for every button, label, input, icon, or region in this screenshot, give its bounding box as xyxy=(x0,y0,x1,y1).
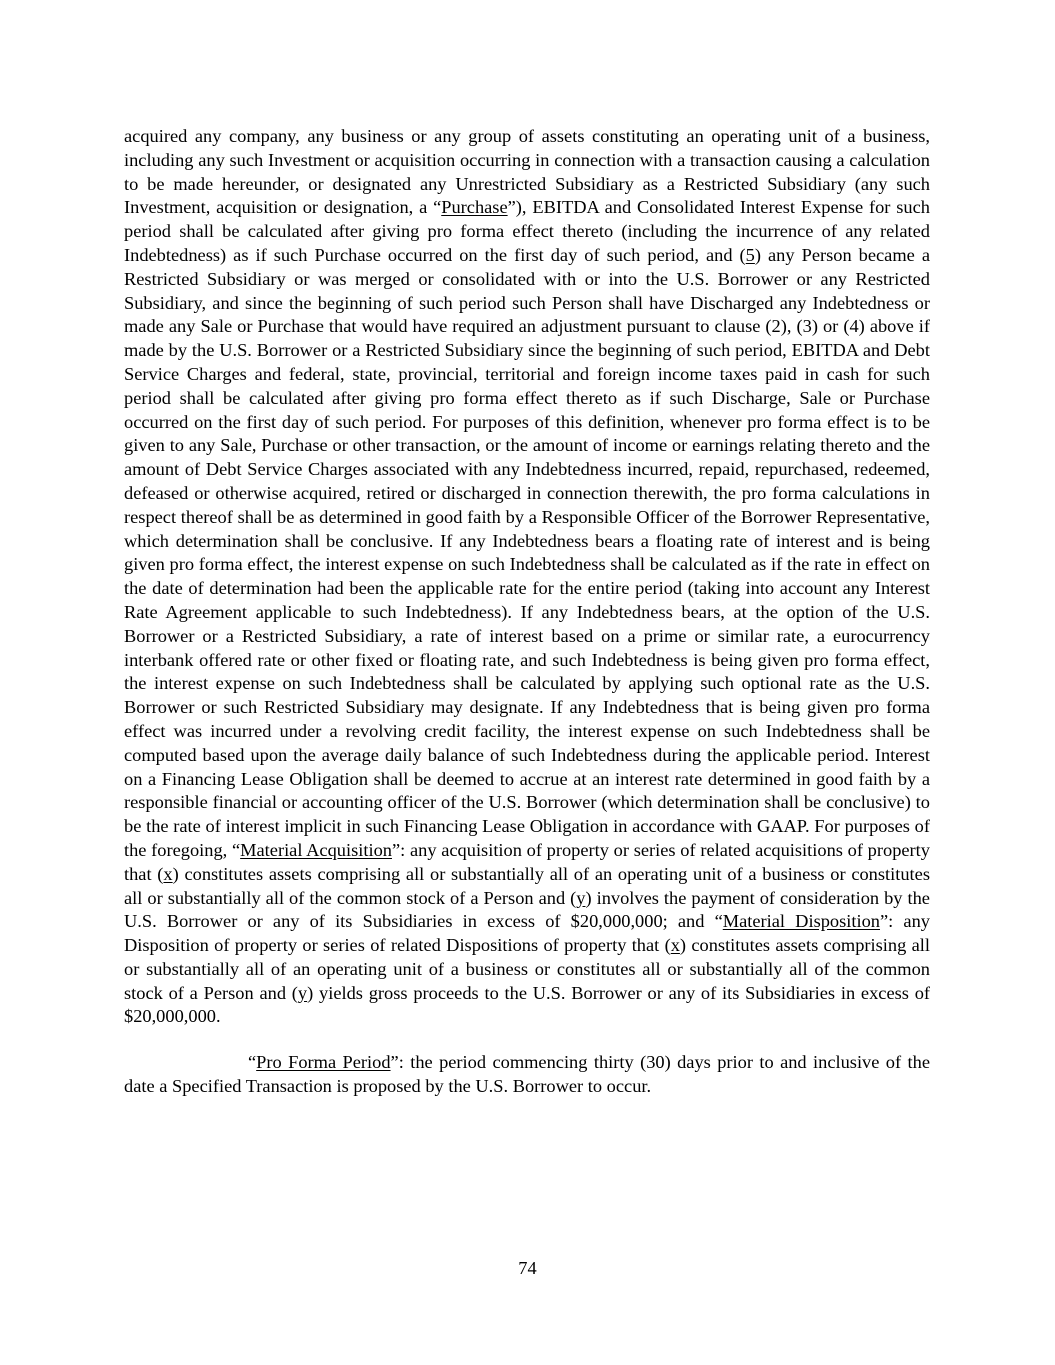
text-run: ) any Person became a Restricted Subsidiary or was merged or consolidated with or into the U.S. Borrower or any Restricted Subsidiary, and since the beginning of such period such Person shall have Discharged any Indebtedness or made any Sale or Purchase that would have required an adjustment pursuant to clause (2), (3) or (4) above if made by the U.S. Borrower or a Restricted Subsidiary since the beginning of such period, EBITDA and Debt Service Charges and federal, state, provincial, territorial and foreign income taxes paid in cash for such period shall be calculated after giving pro forma effect thereto as if such Discharge, Sale or Purchase occurred on the first day of such period. For purposes of this definition, whenever pro forma effect is to be given to any Sale, Purchase or other transaction, or the amount of income or earnings relating thereto and the amount of Debt Service Charges associated with any Indebtedness incurred, repaid, repurchased, redeemed, defeased or otherwise acquired, retired or discharged in connection therewith, the pro forma calculations in respect thereof shall be as determined in good faith by a Responsible Officer of the Borrower Representative, which determination shall be conclusive. If any Indebtedness bears a floating rate of interest and is being given pro forma effect, the interest expense on such Indebtedness shall be calculated as if the rate in effect on the date of determination had been the applicable rate for the entire period (taking into account any Interest Rate Agreement applicable to such Indebtedness). If any Indebtedness bears, at the option of the U.S. Borrower or a Restricted Subsidiary, a rate of interest based on a prime or similar rate, a eurocurrency interbank offered rate or other fixed or floating rate, and such Indebtedness is being given pro forma effect, the interest expense on such Indebtedness shall be calculated by applying such optional rate as the U.S. Borrower or such Restricted Subsidiary may designate. If any Indebtedness that is being given pro forma effect was incurred under a revolving credit facility, the interest expense on such Indebtedness shall be computed based upon the average daily balance of such Indebtedness during the applicable period. Interest on a Financing Lease Obligation shall be deemed to accrue at an interest rate determined in good faith by a responsible financial or accounting officer of the U.S. Borrower (which determination shall be conclusive) to be the rate of interest implicit in such Financing Lease Obligation in accordance with GAAP. For purposes of the foregoing, “ xyxy=(124,244,930,860)
text-run: “ xyxy=(248,1052,257,1073)
definition-continuation-paragraph xyxy=(124,125,930,1029)
clause-marker-y: y xyxy=(576,887,586,908)
text-run: ”: any acquisition of property or series of related acquisitions of property that ( xyxy=(124,839,930,884)
pro-forma-period-definition xyxy=(124,1051,930,1099)
defined-term-pro-forma-period: Pro Forma Period xyxy=(256,1052,391,1073)
text-run: ) constitutes assets comprising all or substantially all of an operating unit of a business or constitutes all or substantially all of the common stock of a Person and ( xyxy=(124,935,930,1003)
clause-marker-x: x xyxy=(670,935,680,956)
text-run: ”: the period commencing thirty (30) days prior to and inclusive of the date a Specified Transaction is proposed by the U.S. Borrower to occur. xyxy=(124,1052,930,1097)
text-run: ) yields gross proceeds to the U.S. Borrower or any of its Subsidiaries in excess of $20,000,000. xyxy=(124,982,931,1027)
text-run: ”), EBITDA and Consolidated Interest Expense for such period shall be calculated after giving pro forma effect thereto (including the incurrence of any related Indebtedness) as if such Purchase occurred on the first day of such period, and ( xyxy=(124,197,930,265)
defined-term-purchase: Purchase xyxy=(441,197,508,218)
page-number: 74 xyxy=(518,1258,537,1278)
clause-marker-y: y xyxy=(297,982,308,1003)
text-run: ) constitutes assets comprising all or substantially all of an operating unit of a business or constitutes all or substantially all of the common stock of a Person and ( xyxy=(124,863,930,908)
text-run: ”: any Disposition of property or series of related Dispositions of property that ( xyxy=(124,911,930,956)
text-run: ) involves the payment of consideration by the U.S. Borrower or any of its Subsidiaries in excess of $20,000,000; and “ xyxy=(124,887,930,932)
document-body xyxy=(124,125,930,1099)
defined-term-material-disposition: Material Disposition xyxy=(722,911,880,932)
clause-marker-x: x xyxy=(163,863,173,884)
text-run: acquired any company, any business or any group of assets constituting an operating unit of a business, including any such Investment or acquisition occurring in connection with a transaction causing a calculation to be made hereunder, or designated any Unrestricted Subsidiary as a Restricted Subsidiary (any such Investment, acquisition or designation, a “ xyxy=(124,126,930,218)
clause-marker-5: 5 xyxy=(745,244,755,265)
defined-term-material-acquisition: Material Acquisition xyxy=(240,839,392,860)
